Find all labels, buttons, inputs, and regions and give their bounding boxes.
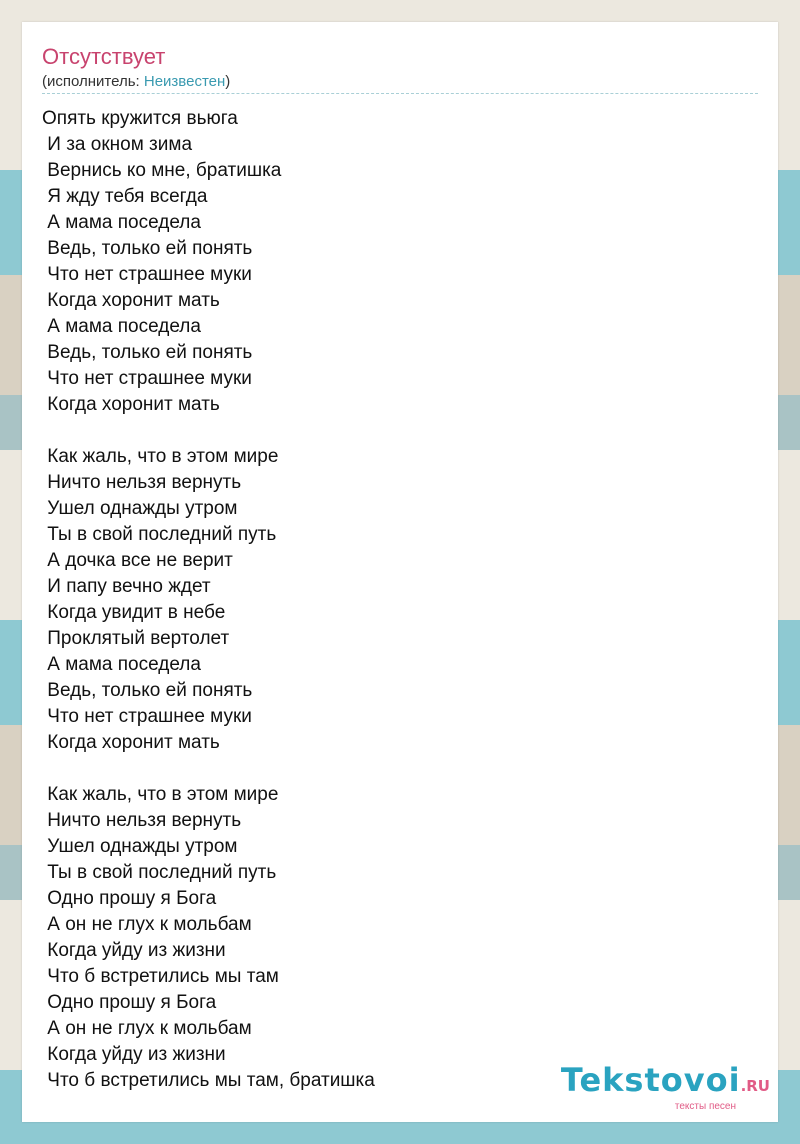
lyric-line: Когда хоронит мать [42,394,220,415]
stanza-break [42,756,742,782]
lyric-line: Когда хоронит мать [42,290,220,311]
lyric-line: Что нет страшнее муки [42,706,252,727]
lyric-line: И папу вечно ждет [42,576,211,597]
lyric-line: Я жду тебя всегда [42,186,208,207]
lyric-line: Ты в свой последний путь [42,524,277,545]
lyric-line: Что б встретились мы там, братишка [42,1070,375,1091]
lyric-line: Проклятый вертолет [42,628,230,649]
lyric-line: Когда уйду из жизни [42,940,226,961]
lyric-line: А мама поседела [42,316,201,337]
lyric-line: Когда хоронит мать [42,732,220,753]
lyric-line: Одно прошу я Бога [42,888,217,909]
lyrics-body [42,106,742,1094]
artist-prefix: (исполнитель: [42,73,144,90]
artist-link[interactable]: Неизвестен [143,73,226,90]
lyric-line: Как жаль, что в этом мире [42,446,279,467]
logo-tagline: тексты песен [674,1101,736,1112]
logo-name: Tekstovoi [560,1061,741,1099]
artist-line [42,73,230,91]
lyric-line: Ничто нельзя вернуть [42,472,242,493]
site-logo[interactable] [561,1063,770,1112]
lyric-line: Ты в свой последний путь [42,862,277,883]
lyric-line: Что б встретились мы там [42,966,279,987]
lyric-line: А мама поседела [42,212,201,233]
lyric-line: Ушел однажды утром [42,498,238,519]
lyric-line: И за окном зима [42,134,193,155]
lyric-line: Ведь, только ей понять [42,680,253,701]
lyric-line: Опять кружится вьюга [42,108,238,129]
lyric-line: Когда увидит в небе [42,602,226,623]
lyric-line: А дочка все не верит [42,550,233,571]
song-title: Отсутствует [42,44,166,69]
lyric-line: А он не глух к мольбам [42,1018,252,1039]
stanza-break [42,418,742,444]
lyric-line: А он не глух к мольбам [42,914,252,935]
artist-suffix: ) [225,73,231,90]
lyric-line: Ничто нельзя вернуть [42,810,242,831]
lyrics-card [22,22,778,1122]
header-divider [42,93,758,94]
lyric-line: Вернись ко мне, братишка [42,160,282,181]
lyric-line: Как жаль, что в этом мире [42,784,279,805]
logo-wordmark [561,1063,770,1103]
lyric-line: Когда уйду из жизни [42,1044,226,1065]
lyric-line: Что нет страшнее муки [42,368,252,389]
lyric-line: Одно прошу я Бога [42,992,217,1013]
lyric-line: Ушел однажды утром [42,836,238,857]
lyric-line: Ведь, только ей понять [42,238,253,259]
lyric-line: Что нет страшнее муки [42,264,252,285]
lyric-line: Ведь, только ей понять [42,342,253,363]
logo-tld: .RU [740,1077,770,1095]
lyric-line: А мама поседела [42,654,201,675]
